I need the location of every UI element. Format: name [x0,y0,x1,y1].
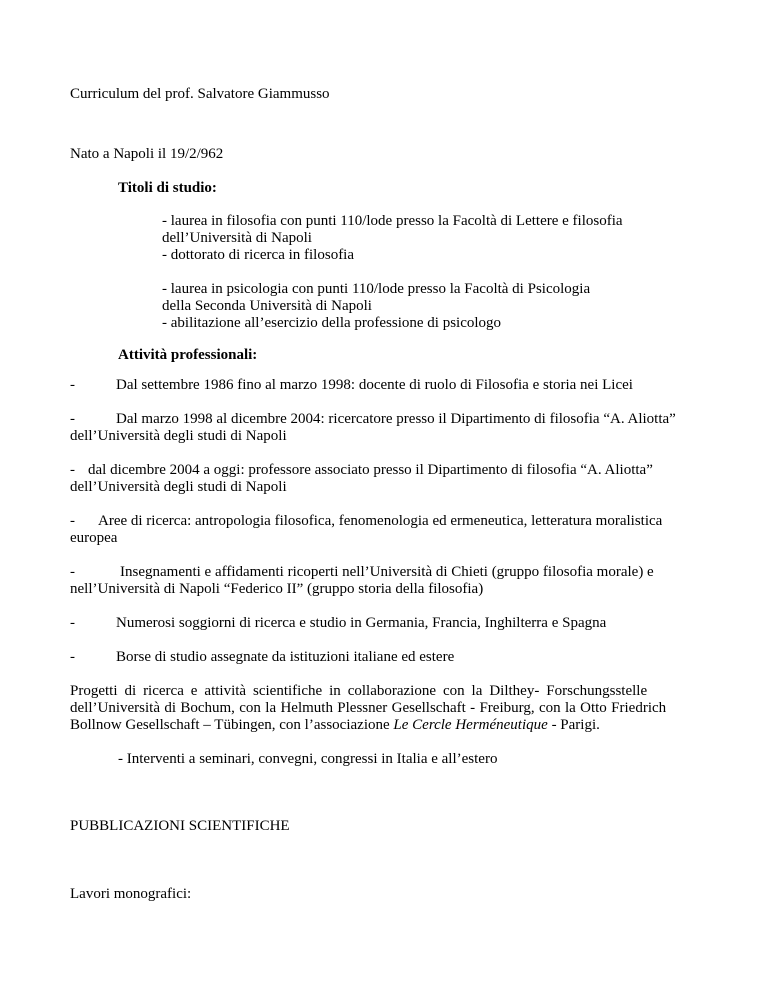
list-item-text-continued: nell’Università di Napoli “Federico II” (gruppo storia della filosofia) [70,581,484,597]
list-item-dash: - [70,513,75,529]
birth-info: Nato a Napoli il 19/2/962 [70,146,224,162]
list-item-text-continued: dell’Università degli studi di Napoli [70,479,287,495]
progetti-association-name: Le Cercle Herméneutique [393,717,548,733]
list-item-dash: - [70,649,75,665]
list-item-text: dal dicembre 2004 a oggi: professore associato presso il Dipartimento di filosofia “A. Aliotta” [88,462,653,478]
document-title: Curriculum del prof. Salvatore Giammusso [70,86,330,102]
list-item-text-continued: europea [70,530,118,546]
subheading-lavori: Lavori monografici: [70,886,192,902]
titoli-line-6: - abilitazione all’esercizio della professione di psicologo [162,315,502,331]
progetti-line-2: dell’Università di Bochum, con la Helmuth Plessner Gesellschaft - Freiburg, con la Otto Friedrich [70,700,667,716]
titoli-line-1: - laurea in filosofia con punti 110/lode presso la Facoltà di Lettere e filosofia [162,213,623,229]
titoli-line-3: - dottorato di ricerca in filosofia [162,247,355,263]
titoli-line-5: della Seconda Università di Napoli [162,298,372,314]
progetti-line-3 [70,717,600,734]
list-item-text: Borse di studio assegnate da istituzioni italiane ed estere [116,649,455,665]
progetti-line-3-text: Bollnow Gesellschaft – Tübingen, con l’associazione [70,717,394,733]
list-item-dash: - [70,377,75,393]
list-item-dash: - [70,564,75,580]
list-item-dash: - [70,462,75,478]
interventi-line: - Interventi a seminari, convegni, congressi in Italia e all’estero [118,751,498,767]
list-item-text: Insegnamenti e affidamenti ricoperti nell’Università di Chieti (gruppo filosofia morale) e [120,564,654,580]
list-item-dash: - [70,615,75,631]
titoli-line-4: - laurea in psicologia con punti 110/lode presso la Facoltà di Psicologia [162,281,591,297]
list-item-text: Aree di ricerca: antropologia filosofica, fenomenologia ed ermeneutica, letteratura moralistica [98,513,663,529]
titoli-line-2: dell’Università di Napoli [162,230,312,246]
attivita-heading: Attività professionali: [118,347,258,363]
list-item-text: Numerosi soggiorni di ricerca e studio in Germania, Francia, Inghilterra e Spagna [116,615,607,631]
section-heading-pubblicazioni: PUBBLICAZIONI SCIENTIFICHE [70,818,290,834]
titoli-heading: Titoli di studio: [118,180,217,196]
list-item-text: Dal marzo 1998 al dicembre 2004: ricercatore presso il Dipartimento di filosofia “A. Aliotta” [116,411,676,427]
list-item-dash: - [70,411,75,427]
progetti-line-1: Progetti di ricerca e attività scientifiche in collaborazione con la Dilthey- Forschungsstelle [70,683,648,699]
progetti-line-3-end: - Parigi. [547,717,600,733]
list-item-text: Dal settembre 1986 fino al marzo 1998: docente di ruolo di Filosofia e storia nei Licei [116,377,633,393]
list-item-text-continued: dell’Università degli studi di Napoli [70,428,287,444]
